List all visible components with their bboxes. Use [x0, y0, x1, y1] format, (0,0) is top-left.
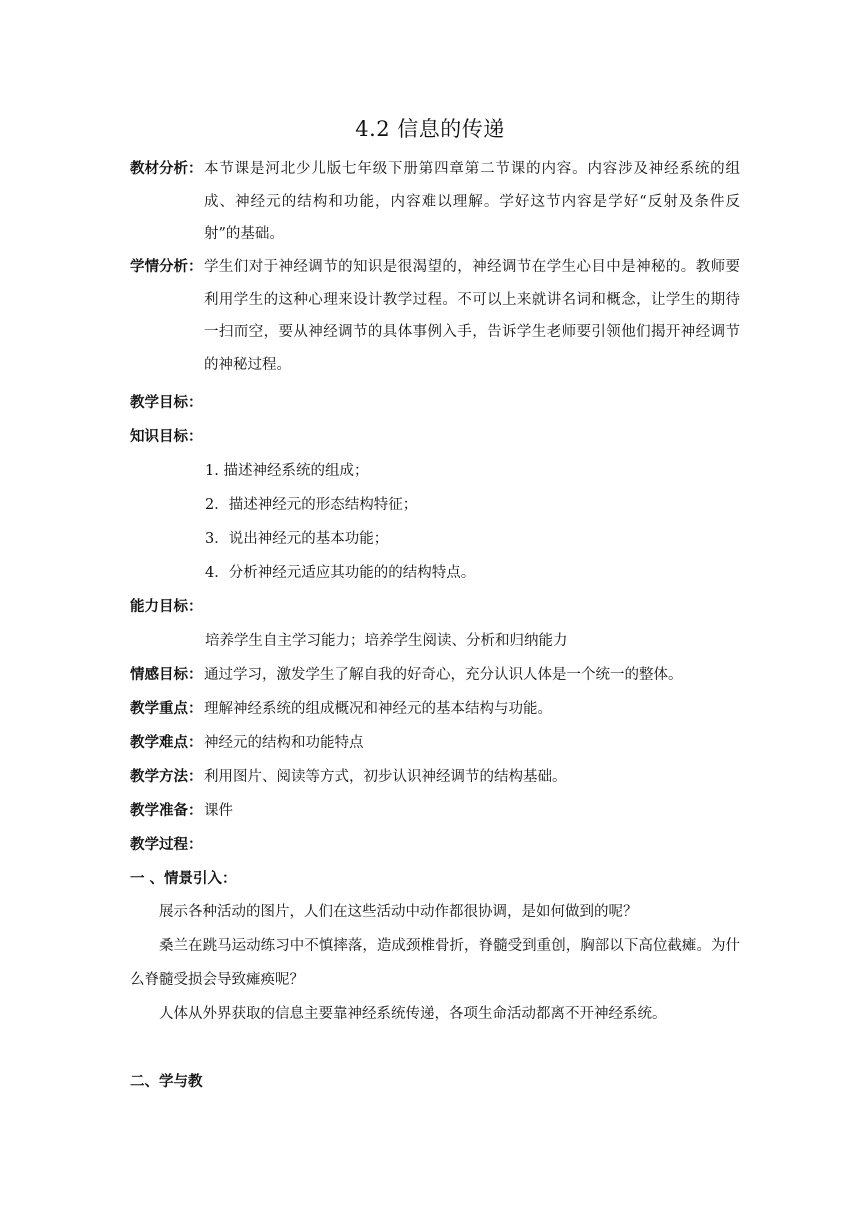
- nengli-content: 培养学生自主学习能力；培养学生阅读、分析和归纳能力: [205, 633, 568, 649]
- part1-paragraph-1: 展示各种活动的图片，人们在这些活动中动作都很协调，是如何做到的呢？: [159, 904, 638, 920]
- nengli-heading: [130, 591, 740, 624]
- qinggan-label: 情感目标：: [130, 667, 203, 683]
- nandian-label: 教学难点：: [130, 735, 203, 751]
- mubiao-label: 教学目标：: [130, 395, 203, 411]
- qinggan-content: 通过学习，激发学生了解自我的好奇心，充分认识人体是一个统一的整体。: [204, 667, 683, 683]
- zhunbei-label: 教学准备：: [130, 803, 203, 819]
- jiaocai-section: [130, 153, 740, 251]
- fangfa-label: 教学方法：: [130, 769, 203, 785]
- fangfa-content: 利用图片、阅读等方式，初步认识神经调节的结构基础。: [204, 769, 567, 785]
- zhongdian-content: 理解神经系统的组成概况和神经元的基本结构与功能。: [204, 701, 552, 717]
- guocheng-label: 教学过程：: [130, 837, 203, 853]
- xueqing-label: 学情分析：: [130, 259, 203, 275]
- zhunbei-content: 课件: [204, 803, 233, 819]
- zhishi-item-1: 1. 描述神经系统的组成；: [205, 463, 369, 479]
- part1-paragraph-2: 桑兰在跳马运动练习中不慎摔落，造成颈椎骨折，脊髓受到重创，胸部以下高位截瘫。为什么脊髓受损会导致瘫痪呢？: [130, 938, 740, 988]
- zhunbei-section: [130, 795, 740, 828]
- xueqing-section: [130, 251, 740, 381]
- zhishi-item-4: 4．分析神经元适应其功能的的结构特点。: [205, 565, 476, 581]
- zhongdian-section: [130, 693, 740, 726]
- zhishi-item-2: 2．描述神经元的形态结构特征；: [205, 497, 418, 513]
- zhishi-heading: [130, 421, 740, 454]
- nandian-content: 神经元的结构和功能特点: [204, 735, 364, 751]
- part2-heading: [130, 1066, 740, 1099]
- fangfa-section: [130, 761, 740, 794]
- jiaocai-label: 教材分析：: [130, 161, 203, 177]
- part1-heading-text: 一 、情景引入：: [130, 871, 237, 887]
- part1-paragraph-3: 人体从外界获取的信息主要靠神经系统传递，各项生命活动都离不开神经系统。: [159, 1006, 667, 1022]
- part2-heading-text: 二、学与教: [130, 1074, 203, 1090]
- zhishi-item-3: 3．说出神经元的基本功能；: [205, 531, 389, 547]
- nandian-section: [130, 727, 740, 760]
- zhongdian-label: 教学重点：: [130, 701, 203, 717]
- mubiao-heading: [130, 387, 740, 420]
- document-title: 4.2 信息的传递: [355, 117, 505, 141]
- part1-heading: [130, 863, 740, 896]
- qinggan-section: [130, 659, 740, 692]
- xueqing-content: 学生们对于神经调节的知识是很渴望的，神经调节在学生心目中是神秘的。教师要利用学生的这种心理来设计教学过程。不可以上来就讲名词和概念，让学生的期待一扫而空，要从神经调节的具体事例入手，告诉学生老师要引领他们揭开神经调节的神秘过程。: [204, 259, 740, 373]
- zhishi-label: 知识目标：: [130, 429, 203, 445]
- jiaocai-content: 本节课是河北少儿版七年级下册第四章第二节课的内容。内容涉及神经系统的组成、神经元的结构和功能，内容难以理解。学好这节内容是学好“反射及条件反射”的基础。: [204, 161, 740, 242]
- guocheng-heading: [130, 829, 740, 862]
- nengli-label: 能力目标：: [130, 599, 203, 615]
